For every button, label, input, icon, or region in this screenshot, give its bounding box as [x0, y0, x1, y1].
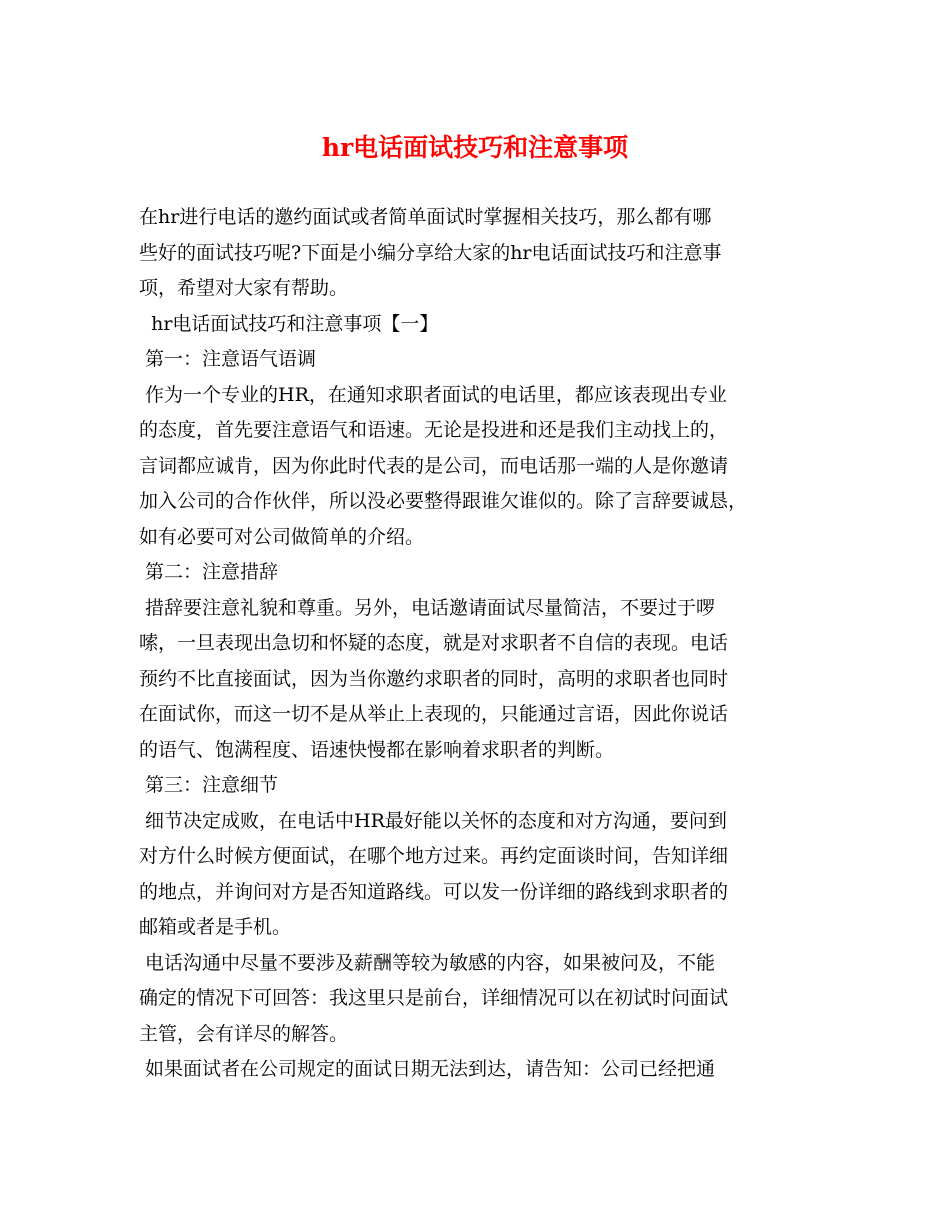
body-line: 些好的面试技巧呢?下面是小编分享给大家的hr电话面试技巧和注意事: [139, 241, 722, 264]
body-line: 确定的情况下可回答：我这里只是前台，详细情况可以在初试时问面试: [139, 987, 729, 1009]
body-line: 如有必要可对公司做简单的介绍。: [139, 525, 425, 548]
body-line: 措辞要注意礼貌和尊重。另外，电话邀请面试尽量简洁，不要过于啰: [139, 596, 716, 619]
section-heading: hr电话面试技巧和注意事项【一】: [139, 312, 439, 335]
body-line: 言词都应诚肯，因为你此时代表的是公司，而电话那一端的人是你邀请: [139, 454, 729, 477]
body-line: 对方什么时候方便面试，在哪个地方过来。再约定面谈时间，告知详细: [139, 845, 729, 867]
subsection-heading: 第一：注意语气语调: [139, 348, 317, 370]
body-line: 在面试你，而这一切不是从举止上表现的，只能通过言语，因此你说话: [139, 703, 729, 725]
body-line: 项，希望对大家有帮助。: [139, 277, 349, 299]
body-line: 嗦，一旦表现出急切和怀疑的态度，就是对求职者不自信的表现。电话: [139, 632, 729, 654]
document-title: hr电话面试技巧和注意事项: [321, 133, 629, 162]
body-line: 作为一个专业的HR，在通知求职者面试的电话里，都应该表现出专业: [139, 383, 727, 406]
body-line: 的语气、饱满程度、语速快慢都在影响着求职者的判断。: [139, 738, 615, 761]
body-line: 主管，会有详尽的解答。: [139, 1022, 349, 1045]
body-line: 邮箱或者是手机。: [139, 916, 292, 938]
body-line: 在hr进行电话的邀约面试或者简单面试时掌握相关技巧，那么都有哪: [139, 206, 712, 228]
document-body: [139, 200, 829, 1088]
body-line: 的地点，并询问对方是否知道路线。可以发一份详细的路线到求职者的: [139, 880, 729, 903]
body-line: 预约不比直接面试，因为当你邀约求职者的同时，高明的求职者也同时: [139, 667, 729, 690]
body-line: 电话沟通中尽量不要涉及薪酬等较为敏感的内容，如果被问及，不能: [139, 951, 716, 974]
body-line: 的态度，首先要注意语气和语速。无论是投进和还是我们主动找上的，: [139, 419, 729, 441]
body-line: 加入公司的合作伙伴，所以没必要整得跟谁欠谁似的。除了言辞要诚恳，: [139, 490, 748, 512]
body-line: 细节决定成败，在电话中HR最好能以关怀的态度和对方沟通，要问到: [139, 809, 727, 832]
subsection-heading: 第二：注意措辞: [139, 561, 279, 583]
subsection-heading: 第三：注意细节: [139, 774, 279, 796]
body-line: 如果面试者在公司规定的面试日期无法到达，请告知：公司已经把通: [139, 1058, 716, 1080]
